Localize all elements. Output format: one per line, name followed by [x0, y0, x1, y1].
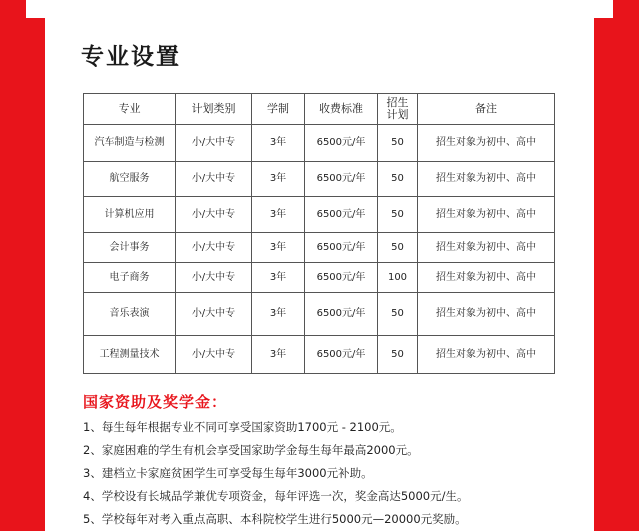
table-row	[84, 263, 555, 293]
cell-major: 航空服务	[84, 162, 176, 197]
cell-duration: 3年	[252, 263, 305, 293]
cell-note: 招生对象为初中、高中	[418, 125, 555, 162]
table-row	[84, 125, 555, 162]
cell-category: 小/大中专	[176, 162, 252, 197]
cell-fee: 6500元/年	[305, 233, 378, 263]
header-category: 计划类别	[176, 94, 252, 125]
cell-duration: 3年	[252, 162, 305, 197]
cell-fee: 6500元/年	[305, 125, 378, 162]
table-row	[84, 336, 555, 374]
list-item: 3、建档立卡家庭贫困学生可享受每生每年3000元补助。	[83, 466, 373, 480]
header-duration: 学制	[252, 94, 305, 125]
list-item: 2、家庭困难的学生有机会享受国家助学金每生每年最高2000元。	[83, 443, 419, 457]
cell-note: 招生对象为初中、高中	[418, 233, 555, 263]
cell-fee: 6500元/年	[305, 162, 378, 197]
cell-category: 小/大中专	[176, 293, 252, 336]
cell-note: 招生对象为初中、高中	[418, 263, 555, 293]
cell-category: 小/大中专	[176, 336, 252, 374]
cell-quota: 50	[378, 336, 418, 374]
cell-duration: 3年	[252, 125, 305, 162]
table-row	[84, 162, 555, 197]
cell-category: 小/大中专	[176, 233, 252, 263]
cell-major: 电子商务	[84, 263, 176, 293]
majors-table	[83, 93, 555, 374]
cell-fee: 6500元/年	[305, 336, 378, 374]
cell-major: 计算机应用	[84, 197, 176, 233]
cell-quota: 50	[378, 197, 418, 233]
cell-major: 工程测量技术	[84, 336, 176, 374]
cell-fee: 6500元/年	[305, 263, 378, 293]
table-row	[84, 197, 555, 233]
cell-duration: 3年	[252, 197, 305, 233]
top-white-strip	[26, 0, 613, 18]
list-item: 1、每生每年根据专业不同可享受国家资助1700元 - 2100元。	[83, 420, 402, 434]
cell-fee: 6500元/年	[305, 293, 378, 336]
aid-heading: 国家资助及奖学金：	[83, 393, 228, 411]
table-row	[84, 233, 555, 263]
list-item: 5、学校每年对考入重点高职、本科院校学生进行5000元—20000元奖励。	[83, 512, 467, 526]
cell-category: 小/大中专	[176, 197, 252, 233]
cell-quota: 50	[378, 293, 418, 336]
cell-note: 招生对象为初中、高中	[418, 197, 555, 233]
page-title: 专业设置	[81, 44, 181, 70]
cell-note: 招生对象为初中、高中	[418, 336, 555, 374]
cell-quota: 50	[378, 162, 418, 197]
cell-quota: 50	[378, 125, 418, 162]
header-major: 专业	[84, 94, 176, 125]
cell-duration: 3年	[252, 293, 305, 336]
cell-duration: 3年	[252, 233, 305, 263]
cell-major: 汽车制造与检测	[84, 125, 176, 162]
cell-category: 小/大中专	[176, 125, 252, 162]
cell-quota: 100	[378, 263, 418, 293]
content-panel	[45, 18, 594, 531]
cell-fee: 6500元/年	[305, 197, 378, 233]
cell-duration: 3年	[252, 336, 305, 374]
list-item: 4、学校设有长城品学兼优专项资金，每年评选一次，奖金高达5000元/生。	[83, 489, 469, 503]
table-row	[84, 293, 555, 336]
header-fee: 收费标准	[305, 94, 378, 125]
cell-note: 招生对象为初中、高中	[418, 162, 555, 197]
cell-major: 音乐表演	[84, 293, 176, 336]
cell-note: 招生对象为初中、高中	[418, 293, 555, 336]
cell-major: 会计事务	[84, 233, 176, 263]
cell-category: 小/大中专	[176, 263, 252, 293]
table-header-row	[84, 94, 555, 125]
header-quota: 招生 计划	[378, 94, 418, 125]
cell-quota: 50	[378, 233, 418, 263]
header-note: 备注	[418, 94, 555, 125]
aid-list	[83, 416, 583, 531]
